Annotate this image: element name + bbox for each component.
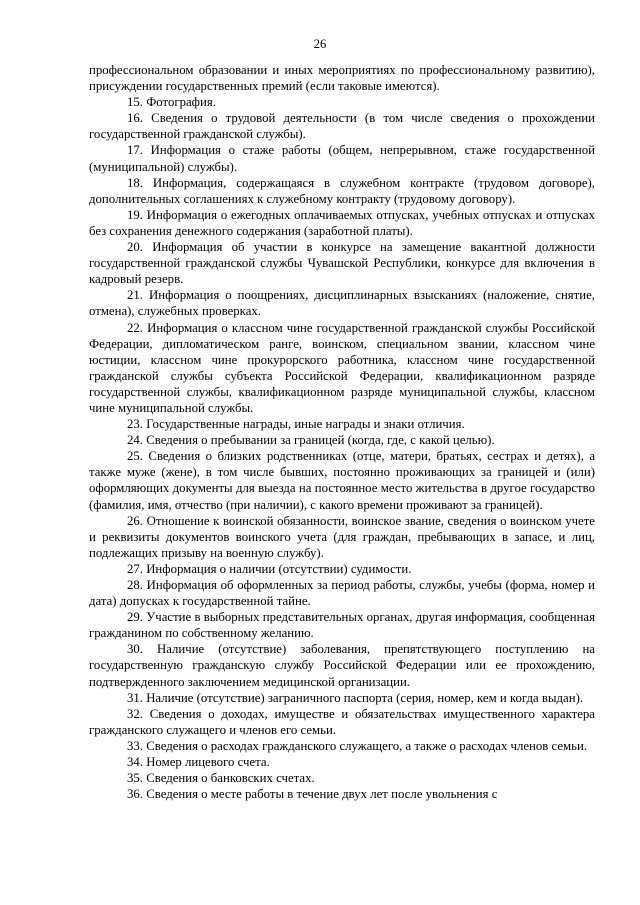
paragraph-item-26: 26. Отношение к воинской обязанности, воинское звание, сведения о воинском учете и реквизиты документов воинского учета (для граждан, пребывающих в запасе, и лиц, подлежащих призыву на военную службу). [89, 513, 595, 560]
paragraph-item-25: 25. Сведения о близких родственниках (отце, матери, братьях, сестрах и детях), а также муже (жене), в том числе бывших, постоянно проживающих за границей и (или) оформляющих документы для выезда на постоянное место жительства в другое государство (фамилия, имя, отчество (при наличии), с какого времени проживают за границей). [89, 449, 595, 512]
paragraph-item-30: 30. Наличие (отсутствие) заболевания, препятствующего поступлению на государственную гражданскую службу Российской Федерации или ее прохождению, подтвержденного заключением медицинской организации. [89, 642, 595, 689]
paragraph-item-20: 20. Информация об участии в конкурсе на замещение вакантной должности государственной гражданской службы Чувашской Республики, конкурсе для включения в кадровый резерв. [89, 240, 595, 287]
document-body [89, 62, 595, 802]
paragraph-item-17: 17. Информация о стаже работы (общем, непрерывном, стаже государственной (муниципальной) службы). [89, 143, 595, 174]
paragraph-item-31: 31. Наличие (отсутствие) заграничного паспорта (серия, номер, кем и когда выдан). [127, 690, 584, 705]
paragraph-continuation: профессиональном образовании и иных мероприятиях по профессиональному развитию), присуждении государственных премий (если таковые имеются). [89, 63, 595, 94]
paragraph-item-23: 23. Государственные награды, иные награды и знаки отличия. [127, 417, 465, 432]
paragraph-item-35: 35. Сведения о банковских счетах. [127, 771, 315, 786]
paragraph-item-29: 29. Участие в выборных представительных органах, другая информация, сообщенная гражданином по собственному желанию. [89, 610, 595, 641]
paragraph-item-15: 15. Фотография. [127, 95, 216, 110]
paragraph-item-34: 34. Номер лицевого счета. [127, 755, 270, 770]
paragraph-item-33: 33. Сведения о расходах гражданского служащего, а также о расходах членов семьи. [127, 738, 588, 753]
paragraph-item-28: 28. Информация об оформленных за период работы, службы, учебы (форма, номер и дата) допусках к государственной тайне. [89, 578, 595, 609]
page-number: 26 [313, 37, 327, 51]
paragraph-item-18: 18. Информация, содержащаяся в служебном контракте (трудовом договоре), дополнительных соглашениях к служебному контракту (трудовому договору). [89, 175, 595, 206]
paragraph-item-32: 32. Сведения о доходах, имуществе и обязательствах имущественного характера гражданского служащего и членов его семьи. [89, 706, 595, 737]
paragraph-item-21: 21. Информация о поощрениях, дисциплинарных взысканиях (наложение, снятие, отмена), служебных проверках. [89, 288, 595, 319]
paragraph-item-24: 24. Сведения о пребывании за границей (когда, где, с какой целью). [127, 433, 495, 448]
paragraph-item-27: 27. Информация о наличии (отсутствии) судимости. [127, 561, 412, 576]
paragraph-item-36: 36. Сведения о месте работы в течение двух лет после увольнения с [127, 787, 498, 802]
paragraph-item-22: 22. Информация о классном чине государственной гражданской службы Российской Федерации, дипломатическом ранге, воинском, специальном звании, классном чине юстиции, классном чине прокурорского работника, классном чине государственной гражданской службы субъекта Российской Федерации, квалификационном разряде государственной службы, квалификационном разряде муниципальной службы, классном чине муниципальной службы. [89, 320, 595, 415]
paragraph-item-19: 19. Информация о ежегодных оплачиваемых отпусках, учебных отпусках и отпусках без сохранения денежного содержания (заработной платы). [89, 207, 595, 238]
paragraph-item-16: 16. Сведения о трудовой деятельности (в том числе сведения о прохождении государственной гражданской службы). [89, 111, 595, 142]
